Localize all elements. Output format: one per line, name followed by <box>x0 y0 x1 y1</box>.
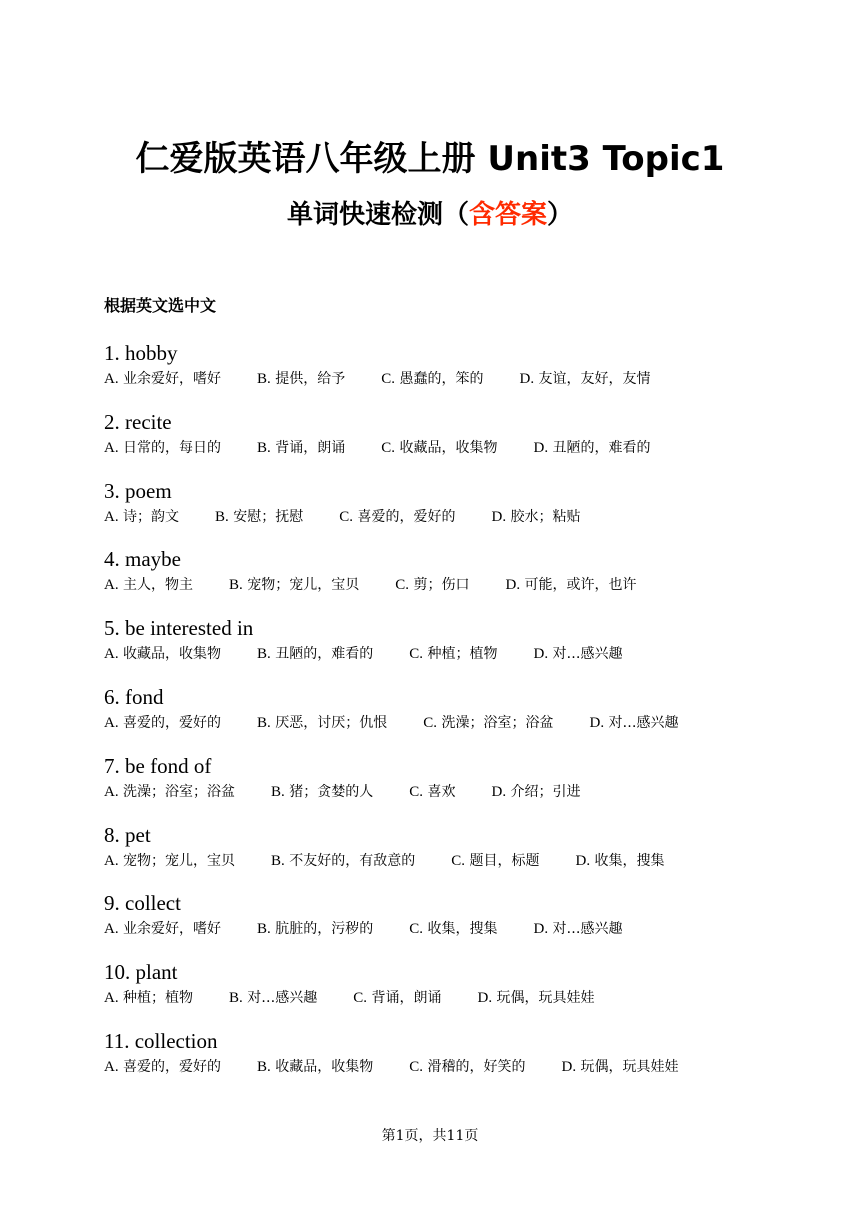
option-letter: C. <box>423 714 438 731</box>
question-word: 10. plant <box>104 960 178 985</box>
answer-option <box>104 574 193 596</box>
question-list <box>104 338 804 1095</box>
option-row <box>104 437 804 459</box>
option-text: 喜欢 <box>427 783 456 800</box>
option-letter: B. <box>271 852 285 869</box>
question-item <box>104 751 804 820</box>
option-text: 猪；贪婪的人 <box>289 783 374 800</box>
option-text: 肮脏的，污秽的 <box>275 921 374 938</box>
option-letter: A. <box>104 371 119 387</box>
option-text: 背诵，朗诵 <box>275 439 346 456</box>
answer-option <box>257 1056 373 1078</box>
subtitle-suffix: ） <box>547 200 574 230</box>
option-letter: D. <box>533 921 549 938</box>
answer-option <box>423 712 553 734</box>
option-row <box>104 643 804 665</box>
option-text: 喜爱的，爱好的 <box>123 1058 222 1075</box>
option-text: 收藏品，收集物 <box>399 439 498 456</box>
option-letter: C. <box>451 852 466 869</box>
option-letter: B. <box>271 783 285 800</box>
option-row <box>104 574 804 596</box>
option-letter: A. <box>104 1058 119 1075</box>
option-text: 业余爱好，嗜好 <box>123 371 222 387</box>
option-text: 喜爱的，爱好的 <box>123 714 222 731</box>
answer-option <box>519 368 650 390</box>
option-letter: A. <box>104 439 119 456</box>
option-letter: D. <box>477 990 493 1007</box>
question-word: 2. recite <box>104 409 172 434</box>
option-text: 胶水；粘贴 <box>510 508 581 525</box>
option-row <box>104 850 804 872</box>
option-text: 洗澡；浴室；浴盆 <box>123 783 236 800</box>
option-text: 剪；伤口 <box>413 577 470 594</box>
option-text: 玩偶，玩具娃娃 <box>580 1058 679 1075</box>
answer-option <box>104 781 235 803</box>
option-letter: D. <box>561 1058 577 1075</box>
answer-option <box>451 850 539 872</box>
option-text: 背诵，朗诵 <box>371 990 442 1007</box>
subtitle-highlight: 含答案 <box>468 200 547 230</box>
answer-option <box>104 506 179 528</box>
option-letter: C. <box>381 439 396 456</box>
option-text: 丑陋的，难看的 <box>552 439 651 456</box>
option-text: 愚蠢的，笨的 <box>399 371 484 387</box>
option-letter: C. <box>395 577 410 594</box>
option-letter: C. <box>409 646 424 663</box>
answer-option <box>271 850 415 872</box>
option-text: 对…感兴趣 <box>247 990 318 1007</box>
question-item <box>104 338 804 407</box>
option-letter: A. <box>104 714 119 731</box>
option-text: 洗澡；浴室；浴盆 <box>441 714 554 731</box>
option-letter: B. <box>257 714 271 731</box>
option-letter: D. <box>491 783 507 800</box>
question-item <box>104 476 804 545</box>
option-text: 收藏品，收集物 <box>123 646 222 663</box>
option-letter: B. <box>215 508 229 525</box>
option-text: 对…感兴趣 <box>608 714 679 731</box>
answer-option <box>533 643 622 665</box>
option-text: 厌恶，讨厌；仇恨 <box>275 714 388 731</box>
answer-option <box>381 437 497 459</box>
subtitle-prefix: 单词快速检测（ <box>286 200 469 230</box>
option-row <box>104 712 804 734</box>
option-letter: D. <box>519 371 535 387</box>
option-text: 日常的，每日的 <box>123 439 222 456</box>
answer-option <box>104 850 235 872</box>
answer-option <box>491 781 580 803</box>
option-letter: A. <box>104 783 119 800</box>
option-text: 题目，标题 <box>469 852 540 869</box>
question-item <box>104 544 804 613</box>
answer-option <box>533 918 622 940</box>
option-text: 滑稽的，好笑的 <box>427 1058 526 1075</box>
option-text: 提供，给予 <box>275 371 346 387</box>
answer-option <box>104 368 221 390</box>
option-letter: B. <box>257 439 271 456</box>
question-item <box>104 613 804 682</box>
option-letter: D. <box>491 508 507 525</box>
option-text: 友谊，友好，友情 <box>538 371 651 387</box>
answer-option <box>409 1056 525 1078</box>
document-title: 仁爱版英语八年级上册 Unit3 Topic1 <box>135 139 725 179</box>
question-word: 5. be interested in <box>104 616 254 641</box>
option-letter: D. <box>533 646 549 663</box>
option-letter: D. <box>575 852 591 869</box>
question-item <box>104 888 804 957</box>
question-item <box>104 682 804 751</box>
answer-option <box>229 987 317 1009</box>
option-letter: C. <box>409 921 424 938</box>
answer-option <box>104 437 221 459</box>
question-item <box>104 1026 804 1095</box>
option-letter: A. <box>104 990 119 1007</box>
answer-option <box>257 643 373 665</box>
question-item <box>104 407 804 476</box>
option-letter: D. <box>589 714 605 731</box>
option-text: 不友好的，有敌意的 <box>289 852 416 869</box>
option-text: 收藏品，收集物 <box>275 1058 374 1075</box>
option-text: 业余爱好，嗜好 <box>123 921 222 938</box>
answer-option <box>229 574 359 596</box>
answer-option <box>104 918 221 940</box>
answer-option <box>353 987 441 1009</box>
answer-option <box>505 574 636 596</box>
option-letter: B. <box>257 371 271 387</box>
option-row <box>104 987 804 1009</box>
question-word: 6. fond <box>104 684 164 709</box>
answer-option <box>409 643 497 665</box>
answer-option <box>339 506 455 528</box>
option-text: 安慰；抚慰 <box>233 508 304 525</box>
option-text: 种植；植物 <box>427 646 498 663</box>
option-letter: A. <box>104 852 119 869</box>
option-text: 丑陋的，难看的 <box>275 646 374 663</box>
answer-option <box>491 506 580 528</box>
option-row <box>104 368 804 390</box>
option-text: 收集，搜集 <box>594 852 665 869</box>
answer-option <box>257 368 345 390</box>
option-row <box>104 1056 804 1078</box>
answer-option <box>104 1056 221 1078</box>
option-letter: C. <box>381 371 396 387</box>
answer-option <box>215 506 303 528</box>
option-text: 诗；韵文 <box>123 508 180 525</box>
page-footer: 第1页，共11页 <box>381 1128 479 1144</box>
option-letter: A. <box>104 646 119 663</box>
question-word: 11. collection <box>104 1028 218 1053</box>
question-word: 8. pet <box>104 822 151 847</box>
option-text: 宠物；宠儿，宝贝 <box>123 852 236 869</box>
answer-option <box>257 712 387 734</box>
answer-option <box>409 918 497 940</box>
option-text: 介绍；引进 <box>510 783 581 800</box>
option-letter: B. <box>229 577 243 594</box>
answer-option <box>104 643 221 665</box>
option-text: 对…感兴趣 <box>552 646 623 663</box>
question-item <box>104 820 804 889</box>
section-heading: 根据英文选中文 <box>104 296 217 315</box>
option-letter: C. <box>409 1058 424 1075</box>
option-letter: A. <box>104 508 119 525</box>
document-subtitle <box>0 196 860 234</box>
option-text: 种植；植物 <box>123 990 194 1007</box>
option-letter: C. <box>353 990 368 1007</box>
answer-option <box>104 987 193 1009</box>
option-text: 对…感兴趣 <box>552 921 623 938</box>
answer-option <box>589 712 678 734</box>
question-word: 3. poem <box>104 478 172 503</box>
answer-option <box>395 574 469 596</box>
option-text: 可能，或许，也许 <box>524 577 637 594</box>
option-letter: B. <box>257 646 271 663</box>
question-word: 7. be fond of <box>104 753 212 778</box>
question-word: 4. maybe <box>104 547 181 572</box>
answer-option <box>561 1056 678 1078</box>
option-row <box>104 781 804 803</box>
option-row <box>104 918 804 940</box>
answer-option <box>257 918 373 940</box>
answer-option <box>409 781 455 803</box>
answer-option <box>104 712 221 734</box>
option-letter: B. <box>257 1058 271 1075</box>
option-letter: D. <box>533 439 549 456</box>
option-letter: C. <box>409 783 424 800</box>
option-text: 喜爱的，爱好的 <box>357 508 456 525</box>
option-row <box>104 506 804 528</box>
answer-option <box>477 987 594 1009</box>
question-word: 1. hobby <box>104 341 178 365</box>
answer-option <box>381 368 483 390</box>
answer-option <box>271 781 373 803</box>
option-text: 主人，物主 <box>123 577 194 594</box>
option-letter: D. <box>505 577 521 594</box>
question-word: 9. collect <box>104 891 181 916</box>
option-letter: B. <box>229 990 243 1007</box>
option-letter: C. <box>339 508 354 525</box>
option-letter: A. <box>104 577 119 594</box>
question-item <box>104 957 804 1026</box>
option-text: 收集，搜集 <box>427 921 498 938</box>
answer-option <box>533 437 650 459</box>
answer-option <box>575 850 664 872</box>
option-text: 宠物；宠儿，宝贝 <box>247 577 360 594</box>
option-text: 玩偶，玩具娃娃 <box>496 990 595 1007</box>
answer-option <box>257 437 345 459</box>
option-letter: A. <box>104 921 119 938</box>
option-letter: B. <box>257 921 271 938</box>
